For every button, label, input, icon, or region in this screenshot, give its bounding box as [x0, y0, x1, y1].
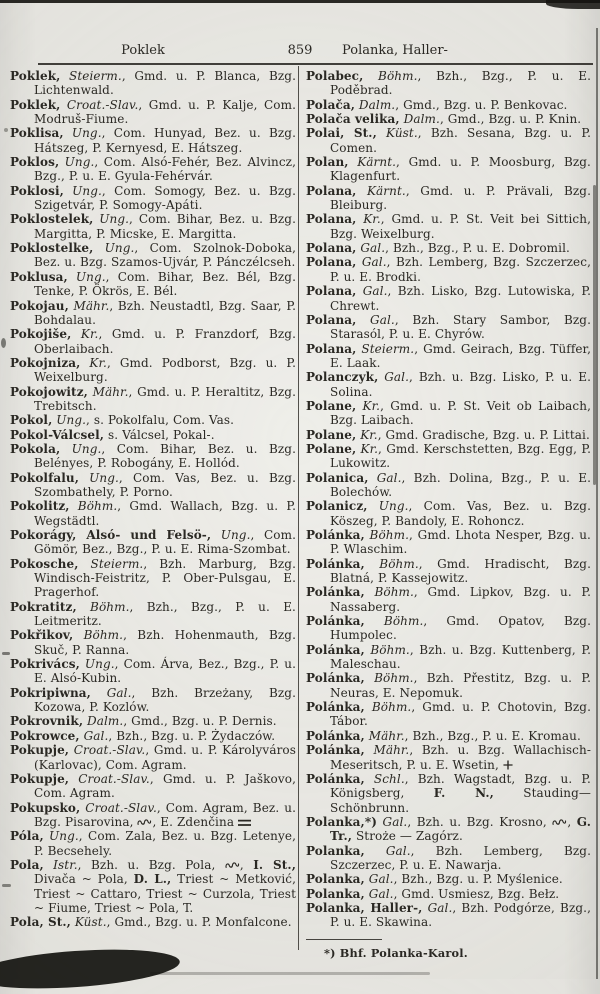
entry-region-abbrev: Ung.	[63, 126, 102, 141]
gazetteer-entry	[10, 743, 296, 772]
entry-region-abbrev: Schl.	[364, 771, 405, 786]
page-number: 859	[287, 43, 313, 58]
entry-headword: Pokol-Válcsel,	[10, 427, 105, 442]
entry-text: , Gmd. u. P. Franzdorf, Bzg. Oberlaibach.	[34, 327, 296, 356]
entry-headword: Poklisa,	[10, 126, 64, 141]
entry-text: , s. Pokolfalu, Com. Vas.	[86, 413, 234, 428]
gazetteer-entry	[306, 528, 591, 557]
entry-text: , Bzh. Wagstadt, Bzg. u. P. Königsberg,	[330, 771, 591, 801]
entry-text: , Gmd. Geirach, Bzg. Tüffer, E. Laak.	[330, 341, 591, 370]
gazetteer-entry	[10, 184, 296, 213]
gazetteer-entry	[10, 557, 296, 600]
entry-headword: Pokojiše,	[10, 327, 72, 342]
entry-region-abbrev: Kr.	[356, 441, 379, 456]
entry-region-abbrev: Croat.-Slav.	[80, 800, 157, 815]
entry-headword: Poklek,	[10, 97, 61, 112]
posthorn-icon	[137, 815, 152, 829]
gazetteer-entry	[10, 686, 296, 715]
entry-text: , Bzh. Marburg, Bzg. Windisch-Feistritz, P. Ober-Pulsgau, E. Pragerhof.	[34, 556, 296, 600]
entry-region-abbrev: Kr.	[356, 427, 378, 442]
entry-region-abbrev: Gal.	[368, 470, 402, 485]
entry-region-abbrev: Gal.	[364, 872, 394, 887]
entry-headword: Polača velika,	[306, 112, 400, 127]
entry-headword: Pokojowitz,	[10, 384, 88, 399]
entry-headword: Polana,	[306, 284, 357, 299]
entry-text: , Gmd., Bzg. u. P. Monfalcone.	[106, 915, 292, 930]
entry-headword: Póla,	[10, 829, 44, 844]
entry-text: , Com. Alsó-Fehér, Bez. Alvincz, Bzg., P. u. E. Gyula-Fehérvár.	[34, 155, 296, 184]
entry-headword: Polana,	[306, 183, 357, 198]
entry-text: , Gmd. u. P. St. Veit ob Laibach, Bzg. Laibach.	[330, 398, 591, 428]
entry-text: s. Válcsel, Pokal-.	[104, 427, 215, 442]
entry-headword: Polane,	[306, 427, 357, 442]
gazetteer-entry	[306, 313, 591, 342]
gazetteer-entry	[10, 385, 296, 414]
entry-region-abbrev: Dalm.	[83, 714, 124, 729]
entry-region-abbrev: Ung.	[67, 269, 106, 284]
entry-headword: Pola,	[10, 857, 44, 872]
gazetteer-entry	[10, 356, 296, 385]
scan-artifact-right-edge	[596, 28, 598, 979]
entry-text: , Bzh. u. Bzg. Wallachisch-Meseritsch, P. u. E. Wsetin,	[330, 743, 591, 772]
running-head	[0, 43, 600, 61]
entry-headword: Poklostelek,	[10, 212, 94, 227]
entry-region-abbrev: Ung.	[93, 241, 135, 256]
entry-headword: Pokřikov,	[10, 628, 74, 643]
gazetteer-entry	[306, 370, 591, 399]
entry-headword: Polai, St.,	[306, 126, 377, 141]
gazetteer-entry	[10, 628, 296, 657]
entry-headword: Polánka,	[306, 728, 365, 743]
gazetteer-entry	[10, 657, 296, 686]
entry-text: , Com. Gömör, Bez., Bzg., P. u. E. Rima-Szombat.	[34, 528, 296, 557]
entry-headword: Polanicz,	[306, 499, 368, 514]
gazetteer-entry	[306, 126, 591, 155]
entry-region-abbrev: Böhm.	[363, 69, 418, 83]
entry-headword: Polan,	[306, 155, 349, 170]
entry-region-abbrev: Kr.	[71, 327, 99, 342]
entry-text: , Bzh. u. Bzg. Krosno,	[407, 814, 553, 829]
gazetteer-entry	[10, 528, 296, 557]
entry-headword: Polánka,	[306, 642, 365, 657]
entry-region-abbrev: Böhm.	[364, 614, 424, 629]
gazetteer-entry	[10, 915, 296, 929]
entry-region-abbrev: Ung.	[78, 470, 119, 485]
entry-region-abbrev: Küst.	[376, 126, 418, 141]
entry-headword: Pokolfalu,	[10, 470, 79, 485]
entry-region-abbrev: Dalm.	[355, 97, 396, 112]
entry-region-abbrev: Gal.	[364, 886, 394, 901]
entry-headword: Pokupsko,	[10, 800, 81, 815]
entry-text: , Gmd. Gradische, Bzg. u. P. Littai.	[377, 427, 590, 442]
entry-text: , Com. Vas, Bez. u. Bzg. Köszeg, P. Bandoly, E. Rohoncz.	[330, 499, 591, 528]
entry-region-abbrev: Gal.	[364, 843, 411, 858]
entry-text: , Gmd., Bzg. u. P. Dernis.	[123, 714, 277, 729]
entry-region-abbrev: Gal.	[422, 900, 453, 915]
scan-artifact-speck	[1, 338, 6, 348]
entry-region-abbrev: Böhm.	[364, 642, 410, 657]
gazetteer-entry	[10, 241, 296, 270]
entry-text: , Com. Árva, Bez., Bzg., P. u. E. Alsó-Kubin.	[34, 657, 296, 686]
entry-text: , Com. Szolnok-Doboka, Bez. u. Bzg. Szamos-Ujvár, P. Pánczélcseh.	[34, 241, 296, 270]
gazetteer-entry	[10, 442, 296, 471]
entry-text: , Com. Somogy, Bez. u. Bzg. Szigetvár, P. Somogy-Apáti.	[34, 183, 297, 213]
entry-region-abbrev: Dalm.	[399, 112, 440, 127]
entry-text: , Gmd. u. P. Blanca, Bzg. Lichtenwald.	[34, 69, 296, 98]
gazetteer-entry	[10, 772, 296, 801]
header-rule	[38, 63, 593, 65]
gazetteer-entry	[306, 342, 591, 371]
entry-headword: Pokrivács,	[10, 657, 80, 672]
gazetteer-entry	[306, 155, 591, 184]
entry-headword: Polabec,	[306, 69, 364, 83]
entry-region-abbrev: Böhm.	[73, 628, 124, 643]
entry-text: , Com. Bihar, Bez. u. Bzg. Margitta, P. Micske, E. Margitta.	[34, 212, 296, 241]
entry-text: , Bzh., Bzg., P. u. E. Kromau.	[404, 728, 581, 743]
entry-headword: I. St.,	[253, 857, 296, 872]
entry-headword: Polánka,	[306, 700, 365, 715]
entry-text: , Bzh. u. Bzg. Lisko, P. u. E. Solina.	[330, 370, 591, 399]
entry-region-abbrev: Küst.	[70, 915, 107, 930]
entry-region-abbrev: Ung.	[52, 413, 87, 428]
column-divider-rule	[298, 66, 299, 950]
entry-region-abbrev: Böhm.	[69, 499, 118, 514]
entry-text: , Com. Zala, Bez. u. Bzg. Letenye, P. Becsehely.	[34, 829, 296, 858]
entry-text: , Bzh., Bzg. u. P. Żydaczów.	[108, 728, 276, 743]
entry-text: , Bzh., Bzg., P. u. E. Leitmeritz.	[34, 599, 296, 629]
cross-icon	[503, 758, 513, 772]
gazetteer-entry	[306, 112, 591, 126]
entry-headword: Polana,	[306, 241, 357, 256]
entry-region-abbrev: Mähr.	[68, 298, 110, 313]
entry-region-abbrev: Croat.-Slav.	[60, 97, 139, 112]
entry-headword: Pokratitz,	[10, 599, 77, 614]
entry-headword: Polanczyk,	[306, 370, 379, 385]
entry-headword: Pola, St.,	[10, 915, 71, 930]
entry-text: , Bzh. Lemberg, Bzg. Szczerzec, P. u. E. Brodki.	[330, 255, 591, 284]
entry-region-abbrev: Böhm.	[364, 556, 419, 571]
entry-text: , Gmd., Bzg. u. P. Knin.	[439, 112, 582, 127]
entry-headword: Pokupje,	[10, 771, 70, 786]
scan-artifact-top-edge	[0, 0, 600, 3]
entry-region-abbrev: Kärnt.	[356, 183, 406, 198]
entry-text: , Com. Hunyad, Bez. u. Bzg. Hátszeg, P. Kernyesd, E. Hátszeg.	[34, 126, 297, 155]
entry-text: , Bzh. Dolina, Bzg., P. u. E. Bolechów.	[330, 470, 591, 499]
entry-region-abbrev: Ung.	[367, 499, 409, 514]
entry-region-abbrev: Croat.-Slav.	[69, 771, 150, 786]
entry-text: , Bzh. Stary Sambor, Bzg. Starasól, P. u. E. Chyrów.	[330, 312, 591, 342]
entry-headword: Pokrovnik,	[10, 714, 84, 729]
entry-text: Stroże — Zagórz.	[352, 829, 463, 844]
gazetteer-entry	[10, 829, 296, 858]
gazetteer-entry	[306, 184, 591, 213]
entry-text: , Gmd. u. P. Chotovin, Bzg. Tábor.	[330, 700, 591, 729]
entry-headword: Pokupje,	[10, 743, 70, 758]
entry-headword: Pokojniza,	[10, 355, 81, 370]
entry-text: , Gmd. Podborst, Bzg. u. P. Weixelburg.	[34, 355, 296, 385]
entry-region-abbrev: Gal.	[356, 255, 387, 270]
entry-headword: Polánka,	[306, 585, 365, 600]
entry-text: ,	[239, 857, 254, 872]
gazetteer-entry	[306, 442, 591, 471]
entry-headword: Polanka,	[306, 886, 365, 901]
entry-region-abbrev: Mähr.	[87, 384, 129, 399]
entry-headword: Poklos,	[10, 155, 60, 170]
entry-region-abbrev: Böhm.	[364, 671, 414, 686]
entry-headword: Polánka,	[306, 743, 365, 758]
entry-text: , Gmd. u. P. Jaškovo, Com. Agram.	[34, 771, 296, 801]
entry-region-abbrev: Kr.	[80, 355, 107, 370]
entry-region-abbrev: Böhm.	[364, 585, 414, 600]
gazetteer-entry	[306, 69, 591, 98]
entry-region-abbrev: Ung.	[60, 441, 102, 456]
entry-headword: D. L.,	[133, 872, 172, 887]
entry-headword: Pokorágy, Alsó- und Felsö-,	[10, 528, 212, 542]
gazetteer-entry	[306, 557, 591, 586]
entry-text: Divača ~ Pola,	[34, 872, 134, 887]
entry-text: , Gmd. Lipkov, Bzg. u. P. Nassaberg.	[330, 585, 591, 614]
entry-text: , Gmd. Hradischt, Bzg. Blatná, P. Kassejowitz.	[330, 556, 591, 586]
gazetteer-entry	[306, 399, 591, 428]
entry-region-abbrev: Kr.	[356, 212, 381, 227]
scan-artifact-top-right	[546, 0, 600, 9]
entry-text: , Gmd. Wallach, Bzg. u. P. Wegstädtl.	[34, 499, 296, 528]
gazetteer-entry	[306, 743, 591, 772]
entry-headword: Poklosi,	[10, 183, 64, 198]
entry-headword: Poklostelke,	[10, 241, 94, 256]
entry-text: , Gmd. u. P. Heraltitz, Bzg. Trebitsch.	[34, 384, 296, 413]
entry-text: , Gmd. u. P. Moosburg, Bzg. Klagenfurt.	[330, 155, 591, 184]
entry-region-abbrev: Kr.	[356, 398, 381, 413]
entry-headword: Pokolitz,	[10, 499, 70, 514]
entry-text: Triest ~ Metković, Triest ~ Cattaro, Triest ~ Curzola, Triest ~ Fiume, Triest ~ Pola, T.	[34, 872, 296, 915]
entry-region-abbrev: Ung.	[93, 212, 130, 227]
entry-text: , Bzh. Hohenmauth, Bzg. Skuč, P. Ranna.	[34, 628, 296, 657]
entry-headword: Polánka,	[306, 671, 365, 686]
gazetteer-entry	[306, 284, 591, 313]
entry-text: , Gmd. u. P. St. Veit bei Sittich, Bzg. Weixelburg.	[330, 212, 591, 241]
scan-artifact-right-segment	[593, 185, 597, 485]
posthorn-icon	[552, 815, 567, 829]
gazetteer-entry	[10, 98, 296, 127]
entry-headword: Pokol,	[10, 413, 53, 428]
entry-region-abbrev: Croat.-Slav.	[69, 743, 146, 758]
entry-text: , Com. Bihar, Bez. u. Bzg. Belényes, P. Robogány, E. Hollód.	[34, 441, 296, 471]
entry-region-abbrev: Ung.	[211, 528, 251, 542]
gazetteer-entry	[10, 858, 296, 915]
entry-region-abbrev: Gal.	[79, 728, 109, 743]
gazetteer-entry	[10, 499, 296, 528]
entry-region-abbrev: Steierm.	[78, 556, 144, 571]
gazetteer-entry	[10, 413, 296, 427]
entry-headword: G. Tr.,	[330, 814, 591, 844]
entry-region-abbrev: Mähr.	[364, 743, 410, 758]
scan-artifact-bottom-line	[150, 972, 430, 975]
entry-text: , Gmd. Opatov, Bzg. Humpolec.	[330, 614, 591, 643]
gazetteer-entry	[10, 801, 296, 830]
footnote	[306, 939, 591, 961]
gazetteer-entry	[306, 643, 591, 672]
entry-region-abbrev: Kärnt.	[348, 155, 397, 170]
entry-text: , Com. Bihar, Bez. Bél, Bzg. Tenke, P. Ökrös, E. Bél.	[34, 269, 296, 299]
entry-headword: Pokrowce,	[10, 728, 80, 743]
entry-headword: Poklusa,	[10, 269, 68, 284]
entry-headword: Polánka,	[306, 771, 365, 786]
entry-text: , Bzh. Lemberg, Bzg. Szczerzec, P. u. E. Nawarja.	[330, 843, 591, 872]
entry-region-abbrev: Gal.	[356, 284, 388, 299]
entry-headword: Pokola,	[10, 441, 61, 456]
entry-text: , Com. Vas, Bez. u. Bzg. Szombathely, P. Porno.	[34, 470, 296, 499]
gazetteer-entry	[10, 714, 296, 728]
entry-headword: Polanka,	[306, 872, 365, 887]
gazetteer-entry	[306, 471, 591, 500]
footnote-text: *) Bhf. Polanka-Karol.	[324, 945, 468, 960]
entry-text: , Gmd. Usmiesz, Bzg. Bełz.	[393, 886, 560, 901]
gazetteer-entry	[306, 901, 591, 930]
entry-text: , Bzh. u. Bzg. Pola,	[77, 857, 225, 872]
entry-headword: Polánka,	[306, 556, 365, 571]
entry-region-abbrev: Steierm.	[60, 69, 122, 83]
entry-region-abbrev: Ung.	[63, 183, 102, 198]
entry-text: , Bzh. Podgórze, Bzg., P. u. E. Skawina.	[330, 900, 591, 930]
entry-region-abbrev: Ung.	[59, 155, 95, 170]
entry-headword: Polánka,	[306, 528, 365, 542]
entry-text: , Bzh. Sesana, Bzg. u. P. Comen.	[330, 126, 591, 155]
entry-headword: Pokojau,	[10, 298, 69, 313]
gazetteer-entry	[10, 299, 296, 328]
entry-headword: Polana,	[306, 312, 357, 327]
gazetteer-entry	[10, 126, 296, 155]
gazetteer-entry	[10, 428, 296, 442]
gazetteer-entry	[10, 729, 296, 743]
entry-region-abbrev: Istr.	[43, 857, 78, 872]
gazetteer-entry	[10, 327, 296, 356]
entry-text: Stauding—Schönbrunn.	[330, 786, 592, 815]
footnote-rule	[306, 939, 382, 940]
column-left	[10, 69, 296, 930]
gazetteer-entry	[306, 671, 591, 700]
entry-region-abbrev: Böhm.	[364, 700, 412, 715]
entry-text: , Bzh. Přestitz, Bzg. u. P. Neuras, E. Nepomuk.	[330, 671, 591, 700]
entry-text: ,	[567, 814, 577, 829]
gazetteer-entry	[10, 471, 296, 500]
entry-headword: Polana,	[306, 212, 357, 227]
entry-text: , Gmd. Kerschstetten, Bzg. Egg, P. Lukowitz.	[330, 441, 591, 471]
entry-text: , Gmd. u. P. Kalje, Com. Modruš-Fiume.	[34, 97, 296, 127]
entry-region-abbrev: Mähr.	[364, 728, 405, 743]
posthorn-icon	[225, 858, 240, 872]
entry-headword: Polača,	[306, 97, 355, 112]
doublebar-icon	[238, 815, 251, 829]
gazetteer-entry	[306, 887, 591, 901]
entry-headword: Polana,	[306, 341, 357, 356]
entry-text: , Bzh. Neustadtl, Bzg. Saar, P. Bohdalau.	[34, 298, 296, 327]
gazetteer-entry	[10, 270, 296, 299]
entry-headword: Pokosche,	[10, 556, 79, 571]
entry-text: , Bzh., Bzg. u. P. Myślenice.	[393, 872, 563, 887]
gazetteer-entry	[306, 428, 591, 442]
entry-region-abbrev: Ung.	[79, 657, 115, 672]
entry-region-abbrev: Ung.	[43, 829, 79, 844]
entry-text: , Gmd. u. P. Károlyváros (Karlovac), Com. Agram.	[34, 743, 296, 772]
entry-text: , Gmd. Lhota Nesper, Bzg. u. P. Wlaschim.	[330, 528, 591, 557]
entry-text: , Gmd., Bzg. u. P. Benkovac.	[395, 97, 568, 112]
entry-headword: Polana,	[306, 255, 357, 270]
gazetteer-entry	[306, 729, 591, 743]
entry-region-abbrev: Gal.	[356, 241, 386, 256]
entry-headword: Polane,	[306, 441, 357, 456]
entry-headword: Pokripiwna,	[10, 685, 91, 700]
entry-text: , Bzh., Bzg., P. u. E. Dobromil.	[385, 241, 570, 256]
gazetteer-entry	[306, 585, 591, 614]
entry-region-abbrev: Böhm.	[76, 599, 130, 614]
gazetteer-entry	[306, 212, 591, 241]
scan-artifact-bottom-smudge	[0, 944, 181, 994]
entry-text: , Bzh., Bzg., P. u. E. Poděbrad.	[330, 69, 591, 98]
gazetteer-entry	[306, 241, 591, 255]
gazetteer-entry	[306, 499, 591, 528]
gazetteer-entry	[10, 600, 296, 629]
entry-headword: F. N.,	[433, 786, 494, 801]
column-right	[306, 69, 591, 960]
gazetteer-entry	[10, 69, 296, 98]
scan-artifact-speck	[2, 652, 10, 655]
entry-headword: Polanka, Haller-,	[306, 900, 423, 915]
gazetteer-entry	[306, 872, 591, 886]
entry-region-abbrev: Gal.	[356, 312, 395, 327]
gazetteer-entry	[306, 255, 591, 284]
entry-text: , Gmd. u. P. Prävali, Bzg. Bleiburg.	[330, 183, 591, 213]
entry-text: , Bzh. u. Bzg. Kuttenberg, P. Maleschau.	[330, 642, 591, 672]
entry-headword: Polanka,	[306, 843, 365, 858]
gazetteer-entry	[306, 844, 591, 873]
entry-headword: Polanka,*)	[306, 814, 377, 829]
gazetteer-entry	[10, 212, 296, 241]
entry-region-abbrev: Gal.	[378, 370, 410, 385]
gazetteer-entry	[306, 772, 591, 815]
gazetteer-entry	[306, 98, 591, 112]
header-right-title: Polanka, Haller-	[342, 43, 448, 58]
entry-region-abbrev: Böhm.	[364, 528, 410, 542]
entry-text: , Com. Agram, Bez. u. Bzg. Pisarovina,	[34, 800, 296, 829]
entry-region-abbrev: Gal.	[90, 685, 132, 700]
gazetteer-entry	[306, 614, 591, 643]
entry-headword: Polanica,	[306, 470, 369, 485]
scan-artifact-speck	[4, 128, 8, 132]
entry-headword: Polane,	[306, 398, 357, 413]
entry-region-abbrev: Steierm.	[356, 341, 415, 356]
entry-text: , Bzh. Brzeżany, Bzg. Kozowa, P. Kozlów.	[34, 685, 296, 715]
entry-headword: Polánka,	[306, 614, 365, 629]
entry-text: , Bzh. Lisko, Bzg. Lutowiska, P. Chrewt.	[330, 284, 591, 313]
header-left-title: Poklek	[121, 43, 165, 58]
entry-headword: Poklek,	[10, 69, 61, 83]
entry-text: , E. Zdenčina	[152, 814, 238, 829]
gazetteer-entry	[306, 815, 591, 844]
gazetteer-entry	[10, 155, 296, 184]
gazetteer-entry	[306, 700, 591, 729]
entry-region-abbrev: Gal.	[376, 814, 408, 829]
